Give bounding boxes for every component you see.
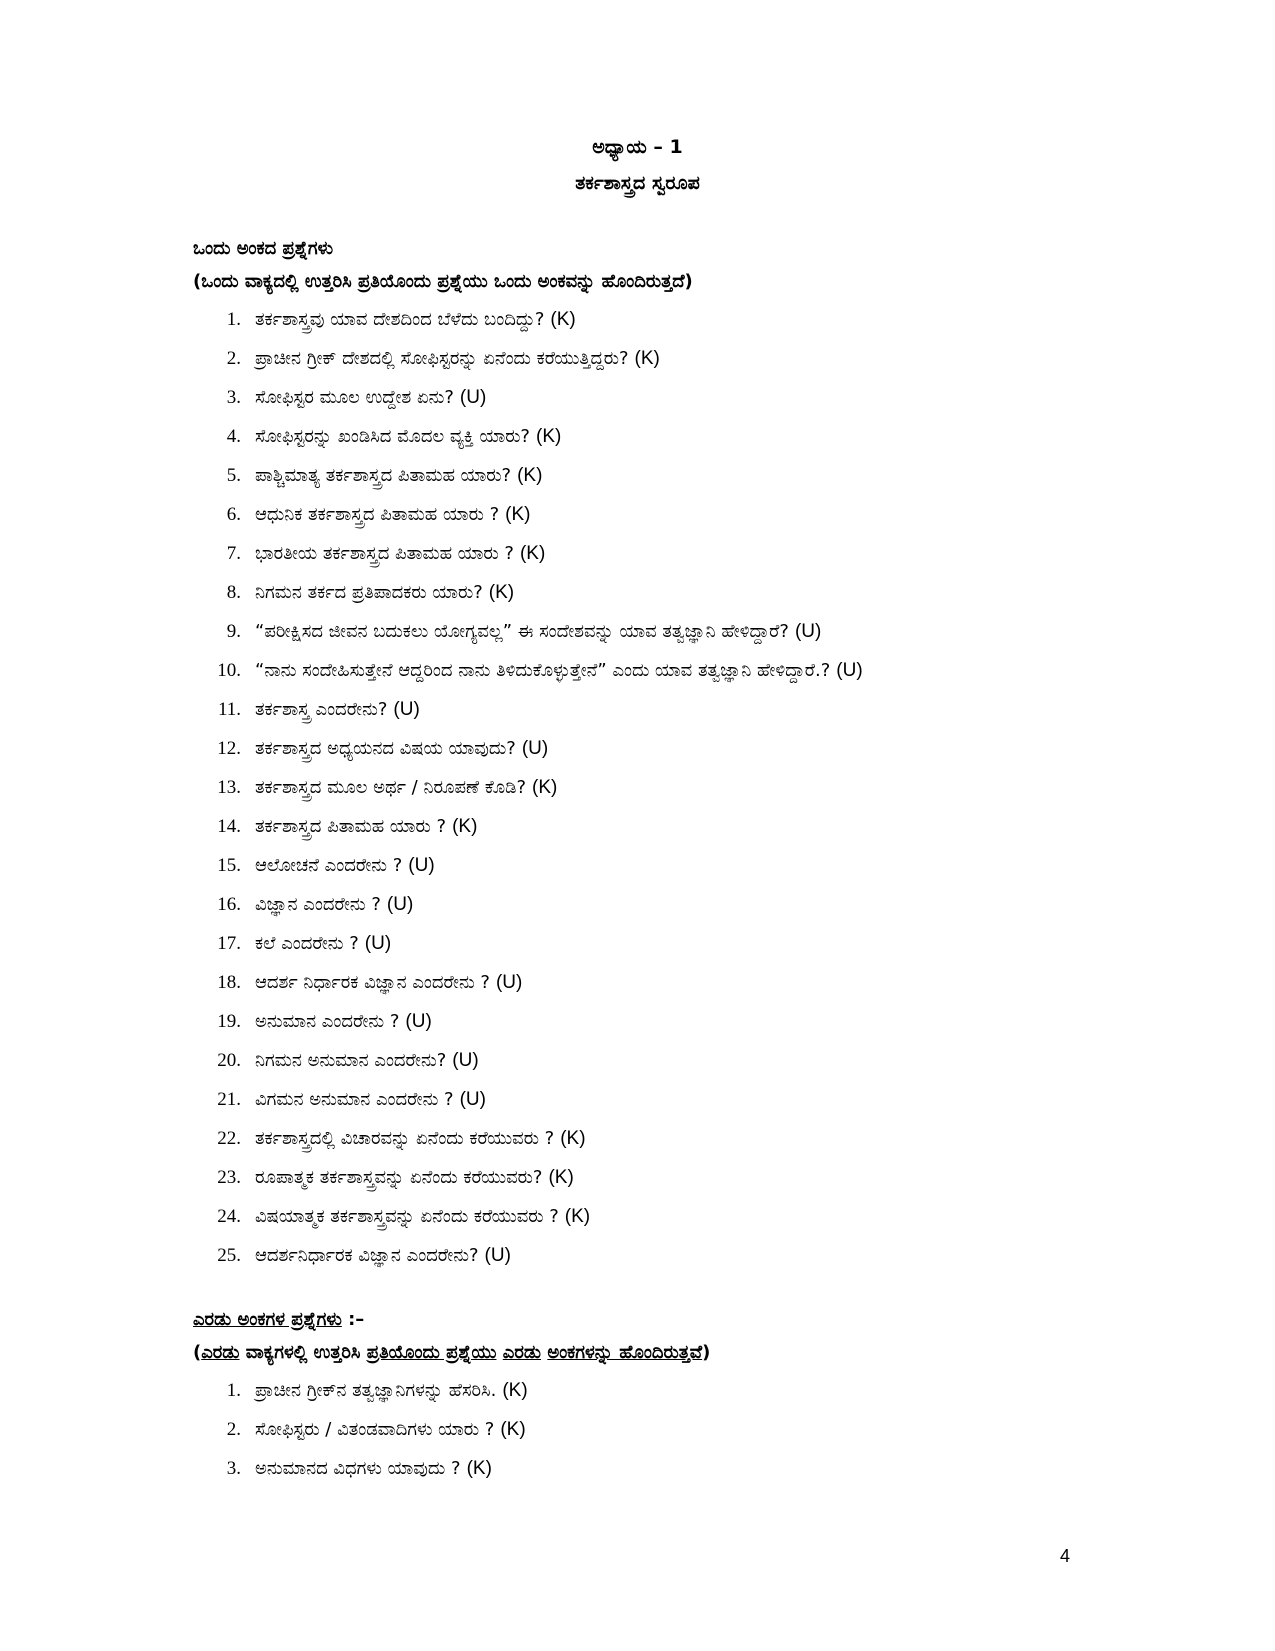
question-text: ವಿಜ್ಞಾನ ಎಂದರೇನು ? — [255, 894, 381, 915]
question-text: ಭಾರತೀಯ ತರ್ಕಶಾಸ್ತ್ರದ ಪಿತಾಮಹ ಯಾರು ? — [255, 543, 514, 564]
question-number: 11. — [217, 699, 241, 720]
question-tag: (U) — [794, 621, 822, 642]
question-number: 24. — [217, 1206, 241, 1227]
question-item — [193, 383, 1233, 422]
question-number: 22. — [217, 1128, 241, 1149]
question-tag: (U) — [452, 1050, 479, 1071]
question-item — [193, 968, 1233, 1007]
question-text: ತರ್ಕಶಾಸ್ತ್ರದಲ್ಲಿ ವಿಚಾರವನ್ನು ಏನೆಂದು ಕರೆಯುವರು ? — [255, 1128, 555, 1149]
question-number: 18. — [217, 972, 241, 993]
question-text: ಸೋಫಿಸ್ಟರನ್ನು ಖಂಡಿಸಿದ ಮೊದಲ ವ್ಯಕ್ತಿ ಯಾರು? — [255, 426, 530, 447]
question-number: 20. — [217, 1050, 241, 1071]
question-text: ನಿಗಮನ ತರ್ಕದ ಪ್ರತಿಪಾದಕರು ಯಾರು? — [255, 582, 483, 603]
question-tag: (U) — [484, 1245, 511, 1266]
instr-close: ) — [702, 1342, 711, 1363]
question-tag: (K) — [505, 504, 531, 525]
instr-open: ( — [193, 1342, 202, 1363]
question-item — [193, 851, 1233, 890]
question-tag: (K) — [560, 1128, 586, 1149]
question-text: ಸೋಫಿಸ್ಟರ ಮೂಲ ಉದ್ದೇಶ ಏನು? — [255, 387, 454, 408]
question-text: ತರ್ಕಶಾಸ್ತ್ರವು ಯಾವ ದೇಶದಿಂದ ಬೆಳೆದು ಬಂದಿದ್ದು? — [255, 309, 545, 330]
question-number: 21. — [217, 1089, 241, 1110]
question-number: 6. — [226, 504, 241, 525]
question-tag: (U) — [495, 972, 523, 993]
question-tag: (U) — [408, 855, 435, 876]
question-text: ಪ್ರಾಚೀನ ಗ್ರೀಕ್ ದೇಶದಲ್ಲಿ ಸೋಫಿಸ್ಟರನ್ನು ಏನೆಂದು ಕರೆಯುತ್ತಿದ್ದರು? — [255, 348, 629, 369]
question-tag: (K) — [548, 1167, 574, 1188]
section-one-title: ಒಂದು ಅಂಕದ ಪ್ರಶ್ನೆಗಳು — [193, 238, 334, 259]
question-text: ಆದರ್ಶನಿರ್ಧಾರಕ ವಿಜ್ಞಾನ ಎಂದರೇನು? — [255, 1245, 479, 1266]
question-text: ಅನುಮಾನದ ವಿಧಗಳು ಯಾವುದು ? — [255, 1458, 461, 1479]
question-number: 13. — [217, 777, 241, 798]
question-number: 14. — [217, 816, 241, 837]
question-item — [193, 344, 1233, 383]
question-item — [193, 1124, 1233, 1163]
question-number: 7. — [226, 543, 241, 564]
question-text: ತರ್ಕಶಾಸ್ತ್ರದ ಅಧ್ಯಯನದ ವಿಷಯ ಯಾವುದು? — [255, 738, 516, 759]
question-item — [193, 1163, 1233, 1202]
question-item — [193, 812, 1233, 851]
question-number: 25. — [217, 1245, 241, 1266]
question-item — [193, 539, 1233, 578]
question-tag: (K) — [517, 465, 543, 486]
two-mark-question-list — [193, 1376, 1233, 1493]
question-tag: (K) — [466, 1458, 492, 1479]
question-tag: (K) — [536, 426, 562, 447]
question-item — [193, 1241, 1233, 1280]
chapter-number: ಅಧ್ಯಾಯ – 1 — [592, 136, 683, 158]
question-item — [193, 617, 1233, 656]
question-text: ಪಾಶ್ಚಿಮಾತ್ಯ ತರ್ಕಶಾಸ್ತ್ರದ ಪಿತಾಮಹ ಯಾರು? — [255, 465, 512, 486]
question-item — [193, 773, 1233, 812]
question-item — [193, 1202, 1233, 1241]
question-tag: (U) — [405, 1011, 432, 1032]
question-text: ಆದರ್ಶ ನಿರ್ಧಾರಕ ವಿಜ್ಞಾನ ಎಂದರೇನು ? — [255, 972, 490, 993]
question-tag: (U) — [836, 660, 863, 681]
one-mark-question-list — [193, 305, 1233, 1280]
instr-word-2: ಪ್ರತಿಯೊಂದು ಪ್ರಶ್ನೆಯು — [366, 1342, 497, 1363]
question-number: 8. — [226, 582, 241, 603]
question-item — [193, 500, 1233, 539]
section-two-title — [193, 1309, 364, 1330]
question-text: ವಿಷಯಾತ್ಮಕ ತರ್ಕಶಾಸ್ತ್ರವನ್ನು ಏನೆಂದು ಕರೆಯುವರು ? — [255, 1206, 559, 1227]
question-tag: (U) — [459, 1089, 486, 1110]
question-text: ಆಧುನಿಕ ತರ್ಕಶಾಸ್ತ್ರದ ಪಿತಾಮಹ ಯಾರು ? — [255, 504, 500, 525]
question-tag: (K) — [452, 816, 478, 837]
question-text: ತರ್ಕಶಾಸ್ತ್ರದ ಪಿತಾಮಹ ಯಾರು ? — [255, 816, 447, 837]
question-item — [193, 890, 1233, 929]
question-tag: (U) — [393, 699, 420, 720]
question-tag: (K) — [502, 1380, 528, 1401]
question-tag: (K) — [519, 543, 546, 564]
question-item — [193, 734, 1233, 773]
question-number: 1. — [226, 309, 241, 330]
question-item — [193, 1415, 1233, 1454]
question-item — [193, 656, 1233, 695]
question-item — [193, 422, 1233, 461]
question-number: 17. — [217, 933, 241, 954]
question-text: ಪ್ರಾಚೀನ ಗ್ರೀಕ್‌ನ ತತ್ವಜ್ಞಾನಿಗಳನ್ನು ಹೆಸರಿಸಿ. — [255, 1380, 497, 1401]
instr-word-3: ಎರಡು — [502, 1342, 542, 1363]
question-item — [193, 461, 1233, 500]
question-tag: (U) — [521, 738, 549, 759]
question-tag: (K) — [488, 582, 515, 603]
question-number: 9. — [226, 621, 241, 642]
question-number: 19. — [217, 1011, 241, 1032]
question-number: 4. — [226, 426, 241, 447]
question-text: ನಿಗಮನ ಅನುಮಾನ ಎಂದರೇನು? — [255, 1050, 447, 1071]
page-number: 4 — [1060, 1546, 1071, 1566]
question-text: ರೂಪಾತ್ಮಕ ತರ್ಕಶಾಸ್ತ್ರವನ್ನು ಏನೆಂದು ಕರೆಯುವರು? — [255, 1167, 543, 1188]
question-item — [193, 1376, 1233, 1415]
question-item — [193, 929, 1233, 968]
question-text: ತರ್ಕಶಾಸ್ತ್ರದ ಮೂಲ ಅರ್ಥ / ನಿರೂಪಣೆ ಕೊಡಿ? — [255, 777, 527, 798]
question-number: 2. — [226, 348, 241, 369]
question-tag: (K) — [634, 348, 660, 369]
question-number: 15. — [217, 855, 241, 876]
question-item — [193, 305, 1233, 344]
instr-text-1: ವಾಕ್ಯಗಳಲ್ಲಿ ಉತ್ತರಿಸಿ — [239, 1342, 367, 1363]
question-item — [193, 1085, 1233, 1124]
instr-word-1: ಎರಡು — [201, 1342, 240, 1363]
question-tag: (K) — [532, 777, 558, 798]
question-text: “ನಾನು ಸಂದೇಹಿಸುತ್ತೇನೆ ಆದ್ದರಿಂದ ನಾನು ತಿಳಿದುಕೊಳ್ಳುತ್ತೇನೆ” ಎಂದು ಯಾವ ತತ್ವಜ್ಞಾನಿ ಹೇಳಿದ್ದಾರೆ.? — [255, 660, 831, 681]
question-text: “ಪರೀಕ್ಷಿಸದ ಜೀವನ ಬದುಕಲು ಯೋಗ್ಯವಲ್ಲ” ಈ ಸಂದೇಶವನ್ನು ಯಾವ ತತ್ವಜ್ಞಾನಿ ಹೇಳಿದ್ದಾರೆ? — [255, 621, 789, 642]
question-number: 1. — [226, 1380, 241, 1401]
question-text: ಅನುಮಾನ ಎಂದರೇನು ? — [255, 1011, 400, 1032]
question-number: 23. — [217, 1167, 241, 1188]
question-number: 3. — [226, 387, 241, 408]
question-number: 12. — [217, 738, 241, 759]
question-tag: (K) — [564, 1206, 591, 1227]
question-item — [193, 1454, 1233, 1493]
question-text: ವಿಗಮನ ಅನುಮಾನ ಎಂದರೇನು ? — [255, 1089, 454, 1110]
question-number: 16. — [217, 894, 241, 915]
question-item — [193, 578, 1233, 617]
question-tag: (U) — [386, 894, 414, 915]
question-tag: (K) — [550, 309, 576, 330]
question-number: 3. — [226, 1458, 241, 1479]
question-number: 10. — [217, 660, 241, 681]
section-two-title-underlined: ಎರಡು ಅಂಕಗಳ ಪ್ರಶ್ನೆಗಳು — [193, 1309, 342, 1330]
question-item — [193, 1046, 1233, 1085]
question-number: 2. — [226, 1419, 241, 1440]
question-item — [193, 1007, 1233, 1046]
section-one-instruction: (ಒಂದು ವಾಕ್ಯದಲ್ಲಿ ಉತ್ತರಿಸಿ ಪ್ರತಿಯೊಂದು ಪ್ರಶ್ನೆಯು ಒಂದು ಅಂಕವನ್ನು ಹೊಂದಿರುತ್ತದೆ) — [193, 271, 693, 292]
question-tag: (U) — [459, 387, 487, 408]
question-tag: (U) — [364, 933, 392, 954]
instr-word-4: ಅಂಕಗಳನ್ನು ಹೊಂದಿರುತ್ತವೆ — [547, 1342, 703, 1363]
question-tag: (K) — [500, 1419, 526, 1440]
question-text: ಕಲೆ ಎಂದರೇನು ? — [255, 933, 359, 954]
question-text: ಸೋಫಿಸ್ಟರು / ವಿತಂಡವಾದಿಗಳು ಯಾರು ? — [255, 1419, 495, 1440]
question-text: ಆಲೋಚನೆ ಎಂದರೇನು ? — [255, 855, 403, 876]
section-two-instruction — [193, 1342, 710, 1363]
chapter-title: ತರ್ಕಶಾಸ್ತ್ರದ ಸ್ವರೂಪ — [575, 172, 700, 194]
question-item — [193, 695, 1233, 734]
question-text: ತರ್ಕಶಾಸ್ತ್ರ ಎಂದರೇನು? — [255, 699, 388, 720]
question-number: 5. — [226, 465, 241, 486]
section-two-title-rest: :– — [341, 1309, 365, 1330]
